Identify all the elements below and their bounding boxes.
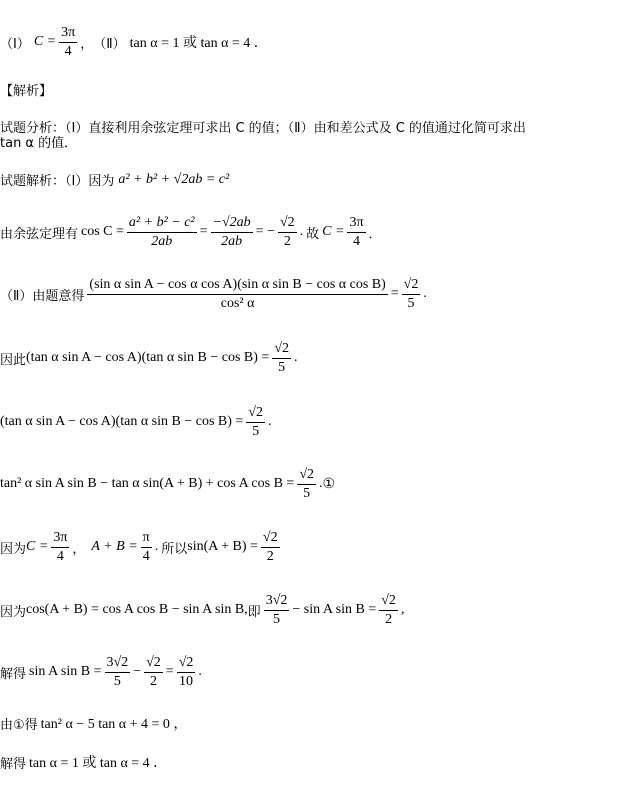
ie-fraction-1: $\frac{3√2}{5}$	[265, 593, 288, 627]
analysis-line2: tan α 的值．	[0, 136, 78, 151]
since-c-fraction: $\frac{3\pi}{4}$	[53, 530, 68, 564]
expanded-fraction: $\frac{√2}{5}$	[299, 467, 314, 501]
solve-fraction-2: $\frac{√2}{2}$	[146, 655, 161, 689]
solve-fraction-1: $\frac{3√2}{5}$	[106, 655, 129, 689]
from-circled-line: 由①得 tan² α − 5 tan α + 4 = 0 ，	[0, 717, 188, 733]
cos-sum-line: 因为 cos(A + B) = cos A cos B − sin A sin B , 即 $\frac{3√2}{5}$ − sin A sin B = $\frac{√2}{2}$ ,	[0, 593, 405, 627]
part2-line: （Ⅱ）由题意得 $\frac{\text{(sin α sin A − cos α cos A)(sin α sin B − cos α cos B)}}{\text{cos² α}}$ = $\frac{√2}{5}$ .	[0, 277, 427, 311]
therefore-fraction: $\frac{√2}{5}$	[274, 341, 289, 375]
part2-answer: tan α = 1 或 tan α = 4 ．	[129, 36, 268, 51]
solution-intro: 试题解析：（Ⅰ）因为 a² + b² + √2ab = c²	[0, 171, 230, 189]
cosine-law-line: 由余弦定理有 cos C = $\frac{\text{a² + b² − c²}}{2ab}$ = $\frac{-√2ab}{2ab}$ = − $\frac{√2}{2}$ . 故 C = $\frac{3\pi}{4}$ ．	[0, 215, 382, 249]
jiexi-heading: 【解析】	[0, 84, 53, 99]
cos-fraction-1: $\frac{\text{a² + b² − c²}}{2ab}$	[128, 215, 195, 249]
expanded-line: tan² α sin A sin B − tan α sin(A + B) + cos A cos B = $\frac{√2}{5}$ . ①	[0, 467, 336, 501]
final-line: 解得 tan α = 1 或 tan α = 4 ．	[0, 756, 168, 772]
product-fraction: $\frac{√2}{5}$	[248, 405, 263, 439]
since-ab-fraction: $\frac{\pi}{4}$	[142, 530, 150, 564]
so-fraction: $\frac{√2}{2}$	[262, 530, 278, 564]
solve-fraction-3: $\frac{√2}{10}$	[178, 655, 194, 689]
cos-fraction-3: $\frac{√2}{2}$	[279, 215, 295, 249]
therefore-line: 因此 (tan α sin A − cos A)(tan α sin B − cos B) = $\frac{√2}{5}$ .	[0, 341, 298, 375]
answer-line: （Ⅰ） C = $\frac{3\pi}{4}$ ， （Ⅱ） tan α = 1 或 tan α = 4 ．	[0, 25, 268, 59]
answer-c: C =	[33, 34, 57, 49]
product-line: (tan α sin A − cos A)(tan α sin B − cos B) = $\frac{√2}{5}$ .	[0, 405, 272, 439]
part2-result-fraction: $\frac{√2}{5}$	[403, 277, 419, 311]
analysis-line1: 试题分析：（Ⅰ）直接利用余弦定理可求出 C 的值；（Ⅱ）由和差公式及 C 的值通过化简可求出	[0, 121, 526, 136]
solve-line: 解得 sin A sin B = $\frac{3√2}{5}$ − $\frac{√2}{2}$ = $\frac{√2}{10}$ .	[0, 655, 202, 689]
ie-fraction-2: $\frac{√2}{2}$	[381, 593, 396, 627]
circled-one: ①	[322, 476, 336, 492]
part2-big-fraction: $\frac{\text{(sin α sin A − cos α cos A)(sin α sin B − cos α cos B)}}{\text{cos² α}}$	[89, 277, 386, 311]
since-line: 因为 C = $\frac{3\pi}{4}$ ， A + B = $\frac{\pi}{4}$ . 所以 sin(A + B) = $\frac{√2}{2}$	[0, 530, 278, 564]
part2-label: （Ⅱ）	[93, 36, 126, 52]
answer-fraction: $\frac{3\pi}{4}$	[61, 25, 76, 59]
cos-fraction-2: $\frac{-√2ab}{2ab}$	[212, 215, 251, 249]
part1-label: （Ⅰ）	[0, 36, 30, 52]
cos-c-fraction: $\frac{3\pi}{4}$	[349, 215, 364, 249]
